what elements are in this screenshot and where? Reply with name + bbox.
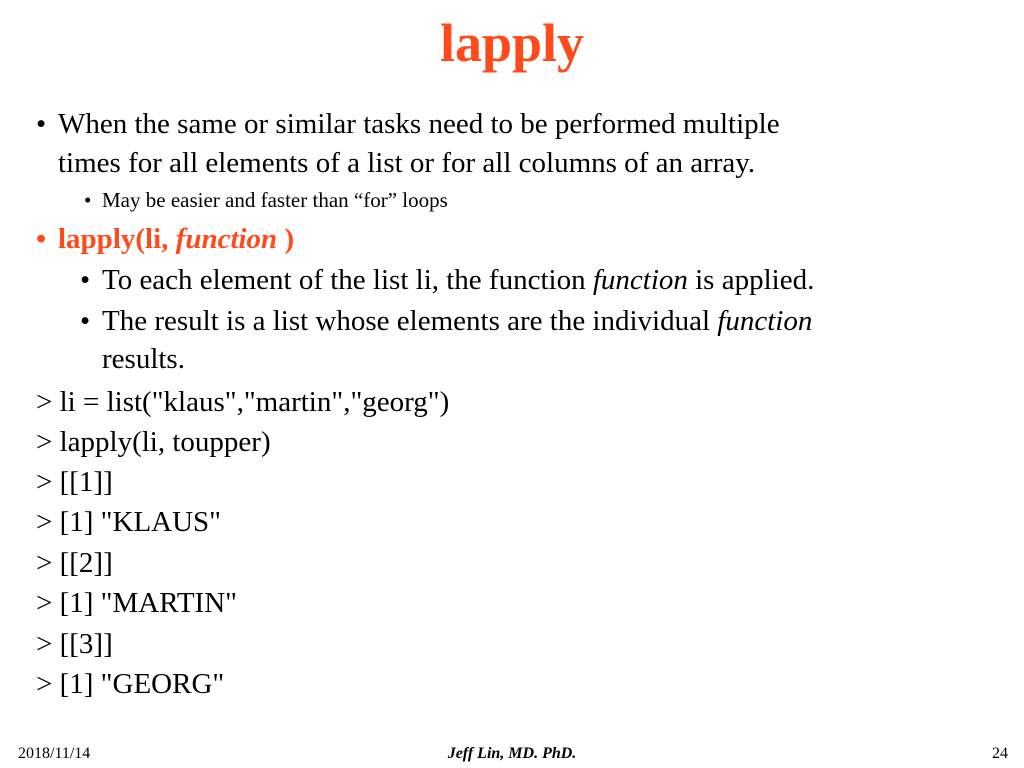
footer-page-number: 24 <box>992 745 1008 762</box>
bullet-2 <box>36 225 294 254</box>
sub-bullet-2-post: is applied. <box>687 264 815 296</box>
bullet-marker: • <box>84 188 92 212</box>
code-line: > [[2]] <box>36 547 113 579</box>
bullet-2-italic: function <box>175 223 278 255</box>
sub-bullet-2 <box>80 266 814 295</box>
sub-bullet-3-pre: The result is a list whose elements are the individual <box>102 305 718 337</box>
sub-bullet-1-text: May be easier and faster than “for” loops <box>102 188 448 212</box>
code-line: > [[1]] <box>36 466 113 498</box>
sub-bullet-2-pre: To each element of the list li, the function <box>102 264 593 296</box>
code-line: > lapply(li, toupper) <box>36 426 271 458</box>
bullet-1 <box>36 110 780 139</box>
sub-bullet-3 <box>80 307 812 336</box>
bullet-marker: • <box>36 108 47 140</box>
footer-author: Jeff Lin, MD. PhD. <box>447 745 577 762</box>
sub-bullet-2-italic: function <box>592 264 688 296</box>
slide-title: lapply <box>439 13 585 73</box>
sub-bullet-3-italic: function <box>717 305 813 337</box>
sub-bullet-3-line2: results. <box>102 343 185 375</box>
bullet-1-continuation <box>58 149 755 178</box>
bullet-1-text-line2: times for all elements of a list or for all columns of an array. <box>58 147 756 179</box>
bullet-2-prefix: lapply(li, <box>58 223 176 255</box>
code-line: > [1] "KLAUS" <box>36 506 222 538</box>
bullet-1-text-line1: When the same or similar tasks need to be performed multiple <box>58 108 780 140</box>
bullet-2-suffix: ) <box>277 223 295 255</box>
bullet-marker: • <box>80 305 91 337</box>
sub-bullet-1 <box>84 190 448 211</box>
footer-date: 2018/11/14 <box>18 745 91 762</box>
code-line: > [[3]] <box>36 628 113 660</box>
code-line: > [1] "GEORG" <box>36 668 225 700</box>
code-line: > [1] "MARTIN" <box>36 587 237 619</box>
bullet-marker: • <box>80 264 91 296</box>
bullet-marker: • <box>36 223 47 255</box>
code-line: > li = list("klaus","martin","georg") <box>36 386 450 418</box>
sub-bullet-3-continuation <box>102 345 185 374</box>
